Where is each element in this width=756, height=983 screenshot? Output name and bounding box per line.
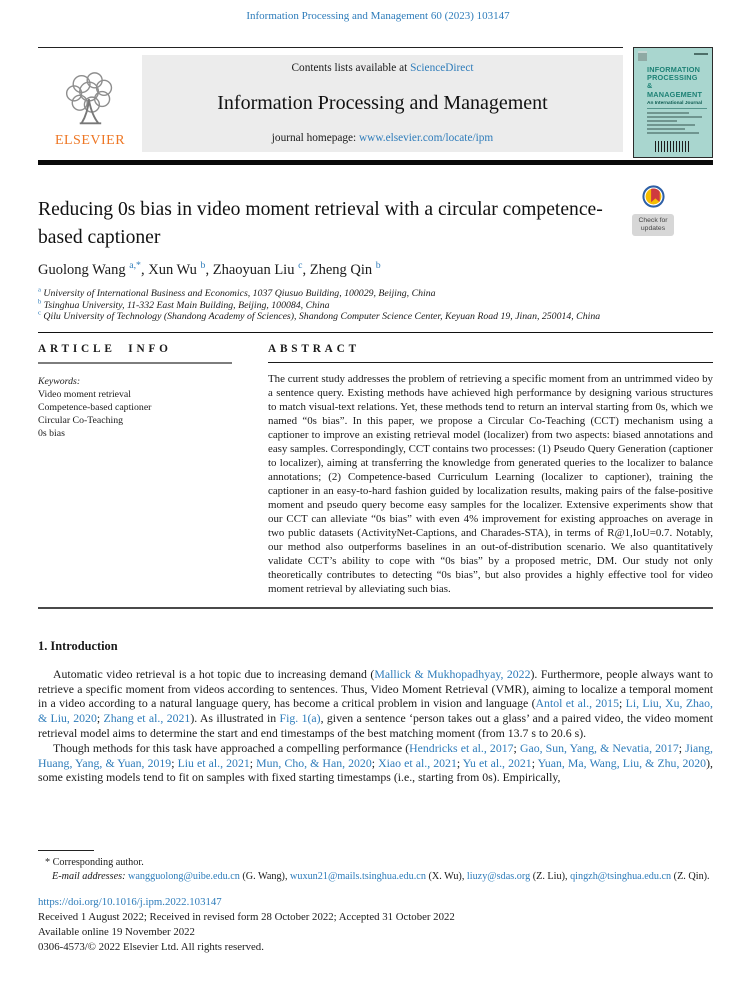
affiliations xyxy=(38,288,713,323)
title-info-divider xyxy=(38,332,713,333)
text-segment: (X. Wu), xyxy=(425,870,467,882)
text-segment: ; xyxy=(249,755,257,770)
text-segment: (Z. Liu), xyxy=(530,870,571,882)
inline-link[interactable]: Gao, Sun, Yang, & Nevatia, 2017 xyxy=(519,740,679,755)
top-rule xyxy=(38,47,623,48)
cover-logo-icon xyxy=(638,51,647,61)
text-segment: ; xyxy=(96,711,104,726)
journal-cover-thumbnail[interactable] xyxy=(633,47,713,158)
abstract-rule xyxy=(268,362,713,363)
article-info-heading: ARTICLE INFO xyxy=(38,342,172,355)
inline-link[interactable]: Fig. 1(a) xyxy=(279,711,321,726)
sciencedirect-link[interactable]: ScienceDirect xyxy=(410,62,474,74)
text-segment: Though methods for this task have approached a compelling performance ( xyxy=(53,740,410,755)
issn-copyright-line: 0306-4573/© 2022 Elsevier Ltd. All rights reserved. xyxy=(38,941,264,953)
text-segment: ; xyxy=(618,696,626,711)
text-segment: , Zheng Qin xyxy=(302,262,376,278)
text-segment: ), some existing models tend to fit on samples with fixed starting timestamps (i.e., starting from 0s). Empirically, xyxy=(38,755,713,785)
footnote-rule xyxy=(38,850,94,851)
abstract-column xyxy=(268,343,713,596)
available-online-line: Available online 19 November 2022 xyxy=(38,926,195,938)
text-segment: Tsinghua University, 11-332 East Main Building, Beijing, 100084, China xyxy=(41,299,330,311)
journal-reference[interactable]: Information Processing and Management 60 (2023) 103147 xyxy=(246,10,510,22)
banner-journal-title: Information Processing and Management xyxy=(217,91,548,114)
text-segment: ). As illustrated in xyxy=(190,711,280,726)
inline-link[interactable]: Hendricks et al., 2017 xyxy=(409,740,514,755)
homepage-url-link[interactable]: www.elsevier.com/locate/ipm xyxy=(359,132,494,144)
doi-link[interactable]: https://doi.org/10.1016/j.ipm.2022.103147 xyxy=(38,896,222,908)
section-heading-introduction: 1. Introduction xyxy=(38,638,118,653)
inline-link[interactable]: a xyxy=(38,286,41,294)
info-abstract-columns xyxy=(38,343,713,596)
inline-link[interactable]: Li, Liu, Xu, Zhao, & Liu, 2020 xyxy=(38,696,714,726)
inline-link[interactable]: b xyxy=(375,260,381,272)
list-item: Competence-based captioner xyxy=(38,401,152,413)
affiliation-c xyxy=(38,311,713,323)
text-segment: E-mail addresses: xyxy=(52,870,129,882)
masthead-divider-bar xyxy=(38,160,713,165)
elsevier-logo[interactable] xyxy=(38,55,142,152)
abstract-body: The current study addresses the problem of retrieving a specific moment from an untrimmed video by a sentence query. Existing methods have achieved high performance by designing various structures to match visual-text relations. Yet, these methods tend to return an interval starting from 0s, which we named “0s bias”. In this paper, we propose a Circular Co-Teaching (CCT) mechanism using a captioner to improve an existing retrieval model (localizer) from two aspects: biased annotations and easy samples. Correspondingly, CCT contains two processes: (1) Pseudo Query Generation (captioner to localizer), aiming at transferring the knowledge from generated queries to the localizer to balance annotations; (2) Competence-based Curriculum Learning (localizer to captioner), training the captioner in an easy-to-hard fashion guided by localization results, making pairs of the false-positive moment and pseudo query become easy samples for the localizer. Extensive experiments show that our CCT can alleviate “0s bias” with even 4% improvement for existing approaches on average in two public datasets (ActivityNet-Captions, and Charades-STA), in terms of R@1,IoU=0.7. Notably, our method also outperforms baselines in an out-of-distribution scenario. We also quantitatively validate CCT’s ability to cope with “0s bias” by a proposed metric, DM. Our study not only theoretically contributes to detecting “0s bias”, but also provides a highly effective tool for video moment retrieval by alleviating such bias. xyxy=(268,372,713,595)
inline-link[interactable]: liuzy@sdas.org xyxy=(466,870,531,882)
list-item: MANAGEMENT xyxy=(647,89,703,99)
affiliation-a xyxy=(38,288,713,300)
banner-center xyxy=(142,55,623,152)
article-info-column xyxy=(38,343,232,596)
affiliation-b xyxy=(38,300,713,312)
inline-link[interactable]: Liu et al., 2021 xyxy=(177,755,250,770)
inline-link[interactable]: b xyxy=(38,298,42,306)
paper-title: Reducing 0s bias in video moment retrieval with a circular competence-based captioner xyxy=(38,199,603,248)
cover-title xyxy=(647,66,712,99)
inline-link[interactable]: c xyxy=(38,309,41,317)
inline-link[interactable]: qingzh@tsinghua.edu.cn xyxy=(570,870,672,882)
cover-editor-lines xyxy=(647,112,706,134)
contents-line xyxy=(292,62,474,74)
list-item: Circular Co-Teaching xyxy=(38,414,124,426)
text-segment: ; xyxy=(531,755,538,770)
intro-paragraph-1 xyxy=(38,667,713,741)
text-segment: (Z. Qin). xyxy=(671,870,710,882)
text-segment: , given a sentence ‘person takes out a glass’ and a paired video, the video moment retrieval model aims to determine the start and end timestamps of the best matching moment (from 13.7 s to 20.6 s). xyxy=(38,711,713,740)
corresponding-author-note: * Corresponding author. xyxy=(45,857,144,868)
inline-link[interactable]: Yuan, Ma, Wang, Liu, & Zhu, 2020 xyxy=(537,755,707,770)
text-segment: Automatic video retrieval is a hot topic due to increasing demand ( xyxy=(53,666,375,681)
elsevier-wordmark: ELSEVIER xyxy=(54,133,126,148)
text-segment: ). Furthermore, people always want to retrieve a specific moment from videos according to sentences. Thus, Video Moment Retrieval (VMR), aiming to localize a temporal moment in a video according to a natural language query, has become a critical problem in vision and language ( xyxy=(38,666,713,711)
homepage-line xyxy=(272,132,493,144)
inline-link[interactable]: Yu et al., 2021 xyxy=(462,755,532,770)
column-gap xyxy=(232,343,268,596)
keywords-label: Keywords: xyxy=(38,375,81,387)
text-segment: , Zhaoyuan Liu xyxy=(205,262,299,278)
text-segment: Guolong Wang xyxy=(38,262,130,278)
check-for-updates-label: Check for updates xyxy=(632,214,674,236)
list-item: 0s bias xyxy=(38,427,65,439)
text-segment: ; xyxy=(171,755,178,770)
inline-link[interactable]: c xyxy=(298,260,303,272)
inline-link[interactable]: Xiao et al., 2021 xyxy=(378,755,457,770)
contents-prefix: Contents lists available at xyxy=(291,62,411,74)
text-segment: ; xyxy=(678,740,686,755)
authors-line xyxy=(38,262,713,279)
cover-issn-bar xyxy=(694,53,708,55)
article-info-rule xyxy=(38,362,232,364)
cover-header xyxy=(634,48,712,61)
abstract-heading: ABSTRACT xyxy=(268,342,360,355)
inline-link[interactable]: Mun, Cho, & Han, 2020 xyxy=(256,755,372,770)
inline-link[interactable]: Jiang, Huang, Yang, & Yuan, 2019 xyxy=(38,740,713,770)
text-segment: ; xyxy=(513,740,520,755)
inline-link[interactable]: wuxun21@mails.tsinghua.edu.cn xyxy=(290,870,426,882)
abstract-bottom-rule xyxy=(38,607,713,609)
cover-barcode xyxy=(655,141,691,152)
text-segment: (G. Wang), xyxy=(239,870,291,882)
article-main xyxy=(38,196,713,785)
text-segment: ; xyxy=(371,755,379,770)
text-segment: Qilu University of Technology (Shandong Academy of Sciences), Shandong Computer Science Center, Keyuan Road 19, Jinan, 250014, China xyxy=(40,311,601,323)
inline-link[interactable]: Antol et al., 2015 xyxy=(535,696,619,711)
keywords-list xyxy=(38,388,232,440)
inline-link[interactable]: a,* xyxy=(129,260,141,272)
intro-paragraph-2 xyxy=(38,741,713,785)
homepage-prefix: journal homepage: xyxy=(271,132,360,144)
cover-rule xyxy=(647,108,707,109)
list-item: INFORMATION xyxy=(647,65,701,74)
text-segment: ; xyxy=(456,755,463,770)
elsevier-tree-icon xyxy=(62,71,118,132)
inline-link[interactable]: wangguolong@uibe.edu.cn xyxy=(128,870,240,882)
email-addresses-line xyxy=(38,870,713,884)
inline-link[interactable]: b xyxy=(200,260,206,272)
text-segment: , Xun Wu xyxy=(140,262,201,278)
list-item: PROCESSING xyxy=(647,73,698,83)
text-segment: University of International Business and Economics, 1037 Qiusuo Building, 100029, Beijing, China xyxy=(40,288,436,299)
inline-link[interactable]: Mallick & Mukhopadhyay, 2022 xyxy=(374,666,531,681)
cover-subtitle: An International Journal xyxy=(647,100,703,106)
masthead-banner xyxy=(38,55,623,152)
page-footer xyxy=(38,850,713,955)
received-dates-line: Received 1 August 2022; Received in revised form 28 October 2022; Accepted 31 October 2022 xyxy=(38,911,455,923)
list-item: & xyxy=(647,81,653,91)
inline-link[interactable]: Zhang et al., 2021 xyxy=(103,711,191,726)
list-item: Video moment retrieval xyxy=(38,388,131,400)
